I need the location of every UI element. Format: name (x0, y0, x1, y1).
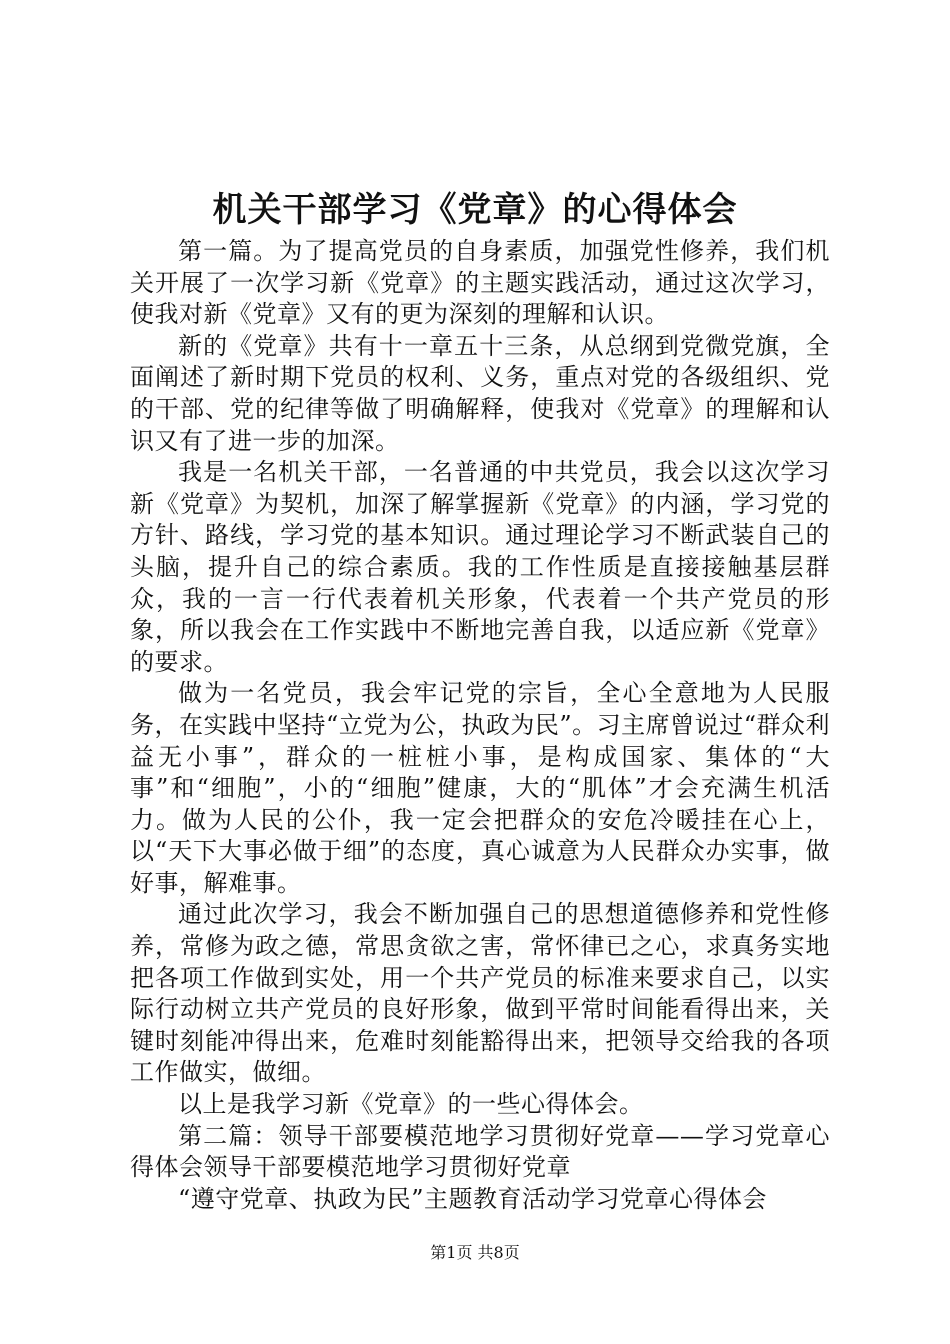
paragraph: 新的《党章》共有十一章五十三条，从总纲到党微党旗，全面阐述了新时期下党员的权利、义务，重点对党的各级组织、党的干部、党的纪律等做了明确解释，使我对《党章》的理解和认识又有了进一步的加深。 (130, 331, 830, 455)
paragraph: 做为一名党员，我会牢记党的宗旨，全心全意地为人民服务，在实践中坚持“立党为公，执政为民”。习主席曾说过“群众利益无小事”，群众的一桩桩小事，是构成国家、集体的“大事”和“细胞”，小的“细胞”健康，大的“肌体”才会充满生机活力。做为人民的公仆，我一定会把群众的安危冷暖挂在心上，以“天下大事必做于细”的态度，真心诚意为人民群众办实事，做好事，解难事。 (130, 679, 830, 897)
page-footer: 第1页 共8页 (430, 1243, 520, 1262)
paragraph: 通过此次学习，我会不断加强自己的思想道德修养和党性修养，常修为政之德，常思贪欲之害，常怀律已之心，求真务实地把各项工作做到实处，用一个共产党员的标准来要求自己，以实际行动树立共产党员的良好形象，做到平常时间能看得出来，关键时刻能冲得出来，危难时刻能豁得出来，把领导交给我的各项工作做实，做细。 (130, 900, 830, 1087)
document-title: 机关干部学习《党章》的心得体会 (212, 190, 738, 230)
document-body (130, 236, 830, 1215)
paragraph: 我是一名机关干部，一名普通的中共党员，我会以这次学习新《党章》为契机，加深了解掌握新《党章》的内涵，学习党的方针、路线，学习党的基本知识。通过理论学习不断武装自己的头脑，提升自己的综合素质。我的工作性质是直接接触基层群众，我的一言一行代表着机关形象，代表着一个共产党员的形象，所以我会在工作实践中不断地完善自我，以适应新《党章》的要求。 (130, 458, 830, 676)
paragraph: “遵守党章、执政为民”主题教育活动学习党章心得体会 (178, 1184, 768, 1213)
paragraph: 以上是我学习新《党章》的一些心得体会。 (178, 1090, 644, 1119)
paragraph: 第一篇。为了提高党员的自身素质，加强党性修养，我们机关开展了一次学习新《党章》的主题实践活动，通过这次学习，使我对新《党章》又有的更为深刻的理解和认识。 (130, 237, 830, 329)
paragraph: 第二篇：领导干部要模范地学习贯彻好党章——学习党章心得体会领导干部要模范地学习贯彻好党章 (130, 1121, 830, 1182)
